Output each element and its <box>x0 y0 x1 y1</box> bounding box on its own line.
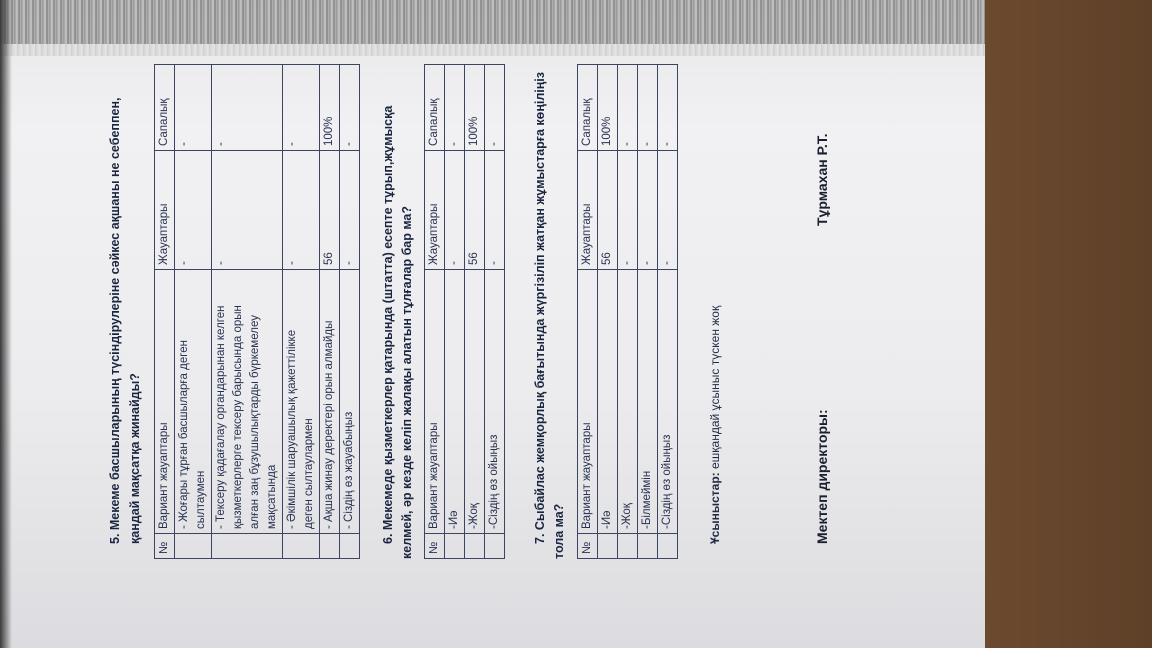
table-row <box>283 65 320 559</box>
table-row <box>638 65 658 559</box>
q7-title-line1: 7. Сыбайлас жемқорлық бағытында жүргізіліп жатқан жұмыстарға көңіліңіз <box>533 72 547 544</box>
table-row <box>320 65 340 559</box>
quality-cell: - <box>445 65 465 151</box>
proposals-line <box>708 306 722 544</box>
quality-cell: - <box>658 65 678 151</box>
table-row <box>175 65 212 559</box>
quality-cell: - <box>485 65 505 151</box>
header-number: № <box>155 534 175 559</box>
header-variant: Вариант жауаптары <box>155 270 175 534</box>
q7-title-line2: тола ма? <box>552 503 566 559</box>
answers-cell: - <box>445 151 465 270</box>
q5-title-line1: 5. Мекеме басшыларының түсіндірулеріне сәйкес ақшаны не себеппен, <box>108 97 122 544</box>
q6-title-line2: келмей, әр кезде келіп жалақы алатын тұлғалар бар ма? <box>400 205 414 559</box>
quality-cell: 100% <box>598 65 618 151</box>
q5-table <box>154 64 360 559</box>
q7-table <box>577 64 678 559</box>
table-row <box>465 65 485 559</box>
variant-cell: -Иә <box>598 270 618 534</box>
quality-cell: - <box>618 65 638 151</box>
answers-cell: 56 <box>320 151 340 270</box>
answers-cell: - <box>485 151 505 270</box>
variant-cell: - Ақша жинау деректері орын алмайды <box>320 270 340 534</box>
header-variant: Вариант жауаптары <box>578 270 598 534</box>
header-quality: Сапалық <box>578 65 598 151</box>
header-answers: Жауаптары <box>425 151 445 270</box>
table-row <box>658 65 678 559</box>
q6-table <box>424 64 505 559</box>
director-label: Мектеп директоры: <box>814 409 830 544</box>
quality-cell: - <box>638 65 658 151</box>
table-row <box>485 65 505 559</box>
table-header-row <box>425 65 445 559</box>
quality-cell: - <box>283 65 320 151</box>
variant-cell: -Жоқ <box>618 270 638 534</box>
header-quality: Сапалық <box>155 65 175 151</box>
header-number: № <box>578 534 598 559</box>
variant-cell: -Білмеймін <box>638 270 658 534</box>
quality-cell: 100% <box>465 65 485 151</box>
q6-title-line1: 6. Мекемеде қызметкерлер қатарында (штатта) есепте тұрып,жұмысқа <box>381 105 395 544</box>
answers-cell: - <box>340 151 360 270</box>
variant-cell: - Әкімшілік шаруашылық қажеттілікке деген сылтаулармен <box>283 270 320 534</box>
header-number: № <box>425 534 445 559</box>
answers-cell: - <box>175 151 212 270</box>
header-variant: Вариант жауаптары <box>425 270 445 534</box>
table-row <box>340 65 360 559</box>
answers-cell: - <box>212 151 283 270</box>
header-answers: Жауаптары <box>578 151 598 270</box>
answers-cell: 56 <box>465 151 485 270</box>
variant-cell: - Сіздің өз жауабыңыз <box>340 270 360 534</box>
table-row <box>618 65 638 559</box>
variant-cell: - Жоғары тұрған басшыларға деген сылтаумен <box>175 270 212 534</box>
table-row <box>445 65 465 559</box>
header-quality: Сапалық <box>425 65 445 151</box>
header-answers: Жауаптары <box>155 151 175 270</box>
variant-cell: -Иә <box>445 270 465 534</box>
director-name: Тұрмахан Р.Т. <box>814 133 830 226</box>
answers-cell: - <box>658 151 678 270</box>
table-row <box>598 65 618 559</box>
answers-cell: - <box>638 151 658 270</box>
answers-cell: - <box>618 151 638 270</box>
variant-cell: - Тексеру қадағалау органдарынан келген қызметкерлерге тексеру барысында орын алған заң бұзушылықтарды бүркемелеу мақсатында <box>212 270 283 534</box>
quality-cell: - <box>340 65 360 151</box>
variant-cell: -Сіздің өз ойыңыз <box>658 270 678 534</box>
proposals-text: ешқандай ұсыныс түскен жоқ <box>708 305 722 473</box>
quality-cell: - <box>212 65 283 151</box>
table-row <box>212 65 283 559</box>
quality-cell: - <box>175 65 212 151</box>
quality-cell: 100% <box>320 65 340 151</box>
table-header-row <box>578 65 598 559</box>
variant-cell: -Жоқ <box>465 270 485 534</box>
answers-cell: 56 <box>598 151 618 270</box>
q5-title-line2: қандай мақсатқа жинайды? <box>128 373 142 544</box>
answers-cell: - <box>283 151 320 270</box>
proposals-label: Ұсыныстар: <box>708 472 722 544</box>
table-header-row <box>155 65 175 559</box>
variant-cell: -Сіздің өз ойыңыз <box>485 270 505 534</box>
